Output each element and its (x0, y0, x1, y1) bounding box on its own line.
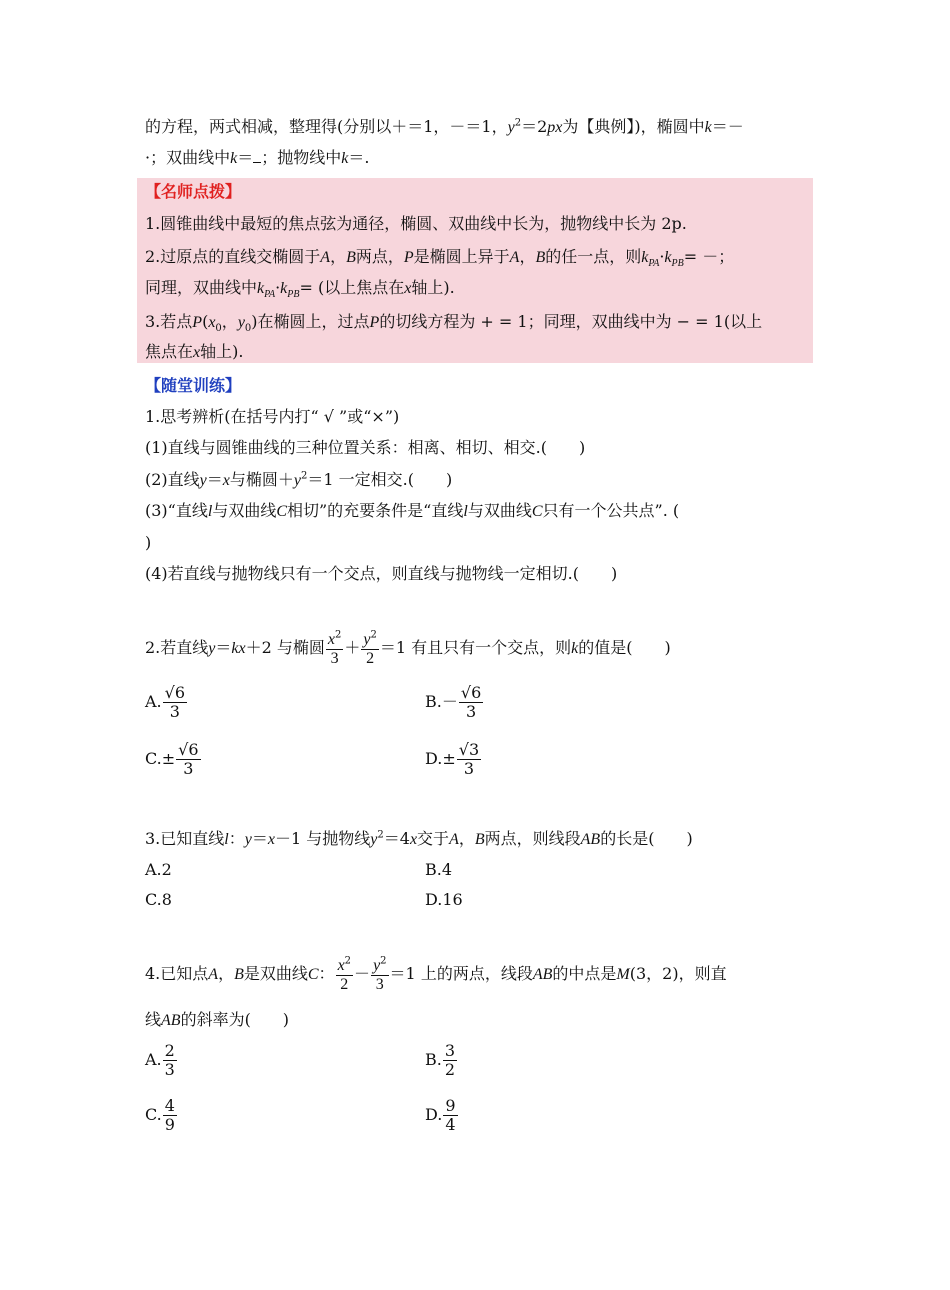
q4-stem-line-2: 线AB的斜率为( ) (145, 1010, 290, 1029)
tips-point-2-line-2: 同理，双曲线中$k_{PA}\cdot k_{PB}=$ (以上焦点在x轴上). (145, 278, 455, 301)
tips-box (137, 178, 813, 363)
q2-option-b[interactable]: B.－ $\frac{√6}{3}$ (425, 683, 482, 721)
fraction-sqrt: $\frac{√3}{3}$ (458, 740, 480, 778)
q2-stem: 2.若直线y＝kx＋2 与椭圆 $\frac{x^2}{3}$ ＋ $\frac{y^2}{2}$ ＝1 有且只有一个交点，则k的值是( ) (145, 629, 671, 667)
q3-option-a[interactable]: A.2 (145, 860, 172, 879)
fraction-x2-over-3: $\frac{x^2}{3}$ (327, 629, 342, 667)
q2-option-a[interactable]: A. $\frac{√6}{3}$ (145, 683, 186, 721)
fraction: $\frac{9}{4}$ (445, 1096, 456, 1134)
q3-option-c[interactable]: C.8 (145, 890, 172, 909)
fraction-sqrt: $\frac{√6}{3}$ (164, 683, 186, 721)
fraction: $\frac{3}{2}$ (444, 1041, 456, 1079)
q3-option-d[interactable]: D.16 (425, 890, 463, 909)
fraction-sqrt: $\frac{√6}{3}$ (460, 683, 482, 721)
q4-stem-line-1: 4.已知点A，B是双曲线C： $\frac{x^2}{2}$ － $\frac{y^2}{3}$ ＝1 上的两点，线段AB的中点是M(3，2)，则直 (145, 955, 727, 993)
tips-point-2-line-1: 2.过原点的直线交椭圆于A，B两点，P是椭圆上异于A，B的任一点，则$k_{PA}\cdot k_{PB}=$ －； (145, 247, 735, 270)
q3-stem: 3.已知直线l：y＝x－1 与抛物线$y^2=4x$交于A，B两点，则线段AB的长是( ) (145, 829, 693, 848)
fraction: $\frac{4}{9}$ (164, 1096, 175, 1134)
q4-option-b[interactable]: B. $\frac{3}{2}$ (425, 1041, 456, 1079)
q2-option-c[interactable]: C.± $\frac{√6}{3}$ (145, 740, 199, 778)
q1-statement-1: (1)直线与圆锥曲线的三种位置关系：相离、相切、相交.( ) (145, 438, 586, 457)
fraction-sqrt: $\frac{√6}{3}$ (178, 740, 199, 778)
fraction: $\frac{2}{3}$ (164, 1041, 175, 1079)
q1-statement-3-line-2: ) (145, 533, 152, 552)
intro-line-2: ·；双曲线中k＝ ；抛物线中k＝. (145, 148, 370, 167)
practice-heading: 【随堂训练】 (145, 376, 242, 395)
q1-statement-3-line-1: (3)“直线l与双曲线C相切”的充要条件是“直线l与双曲线C只有一个公共点”. ( (145, 501, 680, 520)
tips-point-3-line-2: 焦点在x轴上). (145, 342, 244, 361)
q4-option-c[interactable]: C. $\frac{4}{9}$ (145, 1096, 175, 1134)
tips-point-1: 1.圆锥曲线中最短的焦点弦为通径，椭圆、双曲线中长为，抛物线中长为 2p. (145, 214, 687, 233)
q1-statement-2: (2)直线y＝x与椭圆$+y^2=1$ 一定相交.( ) (145, 470, 453, 489)
q4-option-d[interactable]: D. $\frac{9}{4}$ (425, 1096, 456, 1134)
q4-option-a[interactable]: A. $\frac{2}{3}$ (145, 1041, 175, 1079)
q1-stem: 1.思考辨析(在括号内打“ √ ”或“×”) (145, 407, 400, 426)
fraction-x2-over-2: $\frac{x^2}{2}$ (337, 955, 352, 993)
tips-heading: 【名师点拨】 (145, 182, 242, 201)
intro-line-1: 的方程，两式相减，整理得(分别以＋＝1，－＝1，$y^2=2px$为【典例】)，椭圆中k＝－ (145, 117, 744, 136)
fraction-y2-over-2: $\frac{y^2}{2}$ (363, 629, 377, 667)
q3-option-b[interactable]: B.4 (425, 860, 453, 879)
q2-option-d[interactable]: D.± $\frac{√3}{3}$ (425, 740, 480, 778)
q1-statement-4: (4)若直线与抛物线只有一个交点，则直线与抛物线一定相切.( ) (145, 564, 618, 583)
tips-point-3-line-1: 3.若点$P(x_0$，$y_0$)在椭圆上，过点P的切线方程为 + = 1；同理，双曲线中为 − = 1(以上 (145, 312, 763, 335)
fraction-y2-over-3: $\frac{y^2}{3}$ (373, 955, 387, 993)
